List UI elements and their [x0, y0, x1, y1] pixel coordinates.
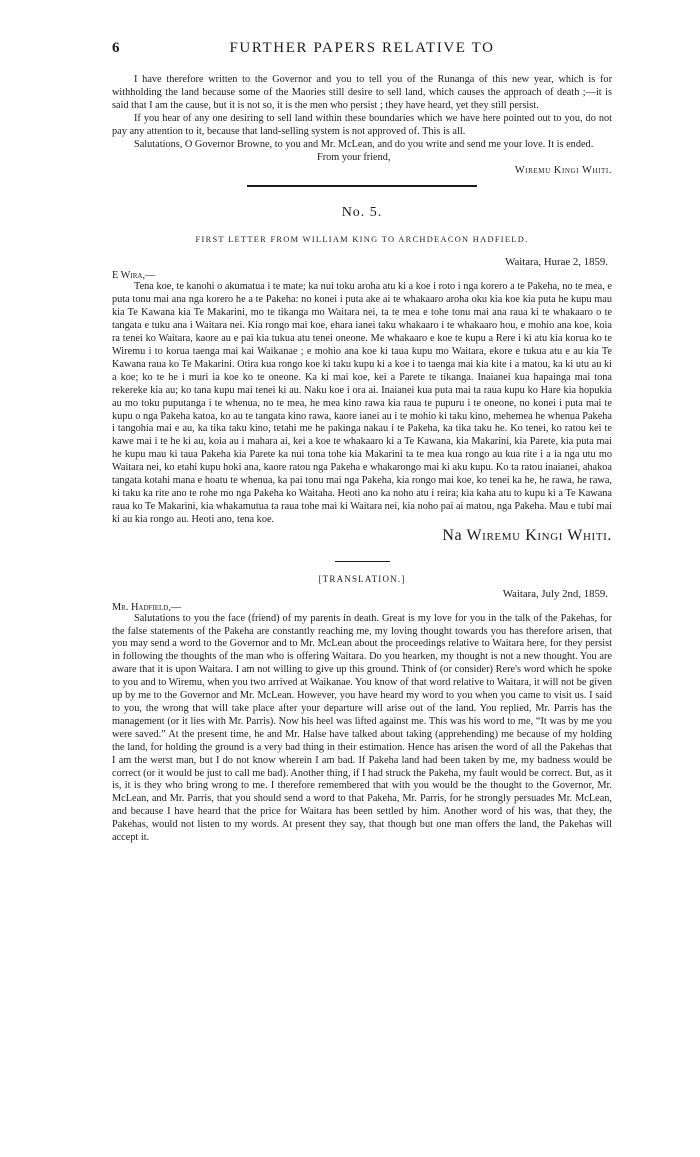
document-number: No. 5. [341, 205, 383, 221]
letter-body: Salutations to you the face (friend) of my parents in death. Great is my love for you in the talk of the Pakehas, for the false statements of the Pakeha are constantly reaching me, my loving thought towards you has therefore arisen, that you may send a word to the Governor and to Mr. McLean about the proceedings relative to Waitara here, for they persist in following the thoughts of the man who is offering Waitara. Do you hearken, my thought is not a new thought. You are aware that it is upon Waitara. I am not willing to give up this ground. Think of (or consider) Rere's word which he spoke to you and to Wiremu, when you two arrived at Waikanae. You know of that word relative to Waitara, it will not be given up by me to the Governor and Mr. McLean. However, you have heard my word to you when you came to visit us. I said to you, the wrong that will take place after your departure will arise out of the land. You replied, Mr. Parris has the management (or it lies with Mr. Parris). Now his heel was lifted against me. This was his word to me, “It was by me you were saved.” At the present time, he and Mr. Halse have talked about taking (apprehending) me because of my holding the land, for holding the ground is a very bad thing in their estimation. Hence has arisen the word of all the Pakehas that I am the werst man, but I do not know wherein I am bad. If Pakeha land had been taken by me, my badness would be correct (or it would be just to call me bad). Another thing, if I had struck the Pakeha, my fault would be correct. But, as it is, it is they who bring wrong to me. I therefore remembered that with you would be the thought to the Governor, Mr. McLean, and Mr. Parris, that you should send a word to that Pakeha, Mr. Parris, for he strongly persuades Mr. McLean, and because I have heard that the price for Waitara has been settled by him. Another word of his was, that they, the Pakehas, would not listen to my words. At present they say, that though but one man offers the land, the Pakehas will accept it. [112, 612, 612, 844]
paragraph: I have therefore written to the Governor and you to tell you of the Runanga of this new year, which is for withholding the land because some of the Maories still desire to sell land, which causes the approach of death ;—it is said that I am the cause, but it is not so, it is the men who persist ; they have heard, yet they still persist. [112, 74, 612, 111]
signature [112, 527, 612, 545]
signature-name: Wiremu Kingi Whiti. [466, 526, 612, 544]
signature-prefix: Na [442, 526, 463, 544]
short-divider [335, 561, 390, 562]
salutation: E Wira,— [112, 270, 156, 282]
dateline: Waitara, Hurae 2, 1859. [505, 256, 608, 269]
paragraph: If you hear of any one desiring to sell land within these boundaries which we have here pointed out to you, do not pay any attention to it, because that land-selling system is not approved of. This is all. [112, 112, 612, 137]
salutation: Mr. Hadfield,— [112, 601, 182, 613]
closing-line: From your friend, [317, 152, 391, 164]
letter-body: Tena koe, te kanohi o akumatua i te mate; ka nui toku aroha atu ki a koe i roto i nga korero a te Pakeha, no te mea, e puta tonu mai ana nga korero he a te Pakeha: no konei i puta ake ai te whakaaro aroha oku kia koe kia puta he kupu mau kia Te Kawana kia Te Makarini, mo te tikanga mo Waitara nei, ta te mea e tohe tonu mai ana raua ki te whakaaro o te tangata e tuku ana i Waitara nei. Kia rongo mai koe, ehara ianei taku whakaaro i te whakaaro hou, e mohio ana koe, koia ra tenei ko Waitara, kaore au e pai kia tukua atu tenei oneone. Me whakaaro e koe te kupu a Rere i ki atu kia korua ko te Wiremu i to korua taenga mai kai Waikanae ; e mohio ana koe ki taua kupu mo Waitara, ekore e tukua atu e au kia Te Kawana raua ko Te Makarini. Otira kua rongo koe ki taku kupu ki a koe i to taenga mai kia kite i a matou, ka ki utu au ki a koe; ko te he i muri ia koe ko te oneone. Ka ki mai koe, kei a Parete te tikanga. Inaianei kua hapainga mai tona rekereke kia au; ko tana kupu mai tenei ki au. Naku koe i ora ai. Inaianei kua puta mai ta raua kupu ko Hare kia hopukia au mo toku puputanga i te whenua, no te mea, he mea kino rawa kia raua te pupuru i te oneone, no konei i puta mai te kupu o nga Pakeha katoa, ko au te tangata kino rawa, kaore ianei au i te mohio ki taku kino, mehemea he whenua Pakeha i tangohia mai e au, ka tika taku kino, tetahi me he pakinga nakau i te Pakeha, ka tika taku he. Ko tenei, ko ratou kei te kawe mai i te he ki au, koia au i mahara ai, kei a koe te whakaaro ki a Te Kawana, kia Makarini, kia Parete, kia puta mai he kupu mau ki taua Pakeha kia Parete ka nui tona tohe kia Makarini ta te mea kua rongo au kua rite i a ia nga utu mo Waitara nei, ko etahi kupu hoki ana, kaore ratou nga Pakeha e whakarongo mai ki aku kupu. Ko ta ratou inaianei, ahakoa tangata kotahi mana e hoatu te whenua, ka pai tonu mai nga Pakeha, kia rongo mai koe, ko tenei ka he, he rawa, he rawa, ki taku ka rite ano te rohe mo nga Pakeha ko Waitaha. Heoti ano ka noho atu i reira; kia kaha atu to kupu ki a Te Kawana raua ko Te Makarini, kia whakamutua ta raua tohe mai ki Waitara nei, kia noho pai ai matou, nga Pakeha. Mau e tubi mai ki au kia rongo au. Heoti ano, tena koe. [112, 281, 612, 525]
page-number: 6 [112, 40, 120, 56]
running-title: FURTHER PAPERS RELATIVE TO [229, 40, 495, 56]
letter-end [112, 74, 612, 177]
document-title: FIRST LETTER FROM WILLIAM KING TO ARCHDEACON HADFIELD. [195, 235, 529, 245]
dateline: Waitara, July 2nd, 1859. [502, 587, 608, 600]
section-divider [247, 185, 477, 187]
translation-label: [TRANSLATION.] [318, 573, 406, 584]
closing-block [112, 151, 612, 177]
paragraph: Salutations, O Governor Browne, to you and Mr. McLean, and do you write and send me your love. It is ended. [134, 138, 594, 150]
signature: Wiremu Kingi Whiti. [514, 165, 612, 177]
page-header [112, 40, 612, 62]
document-page [112, 40, 612, 845]
